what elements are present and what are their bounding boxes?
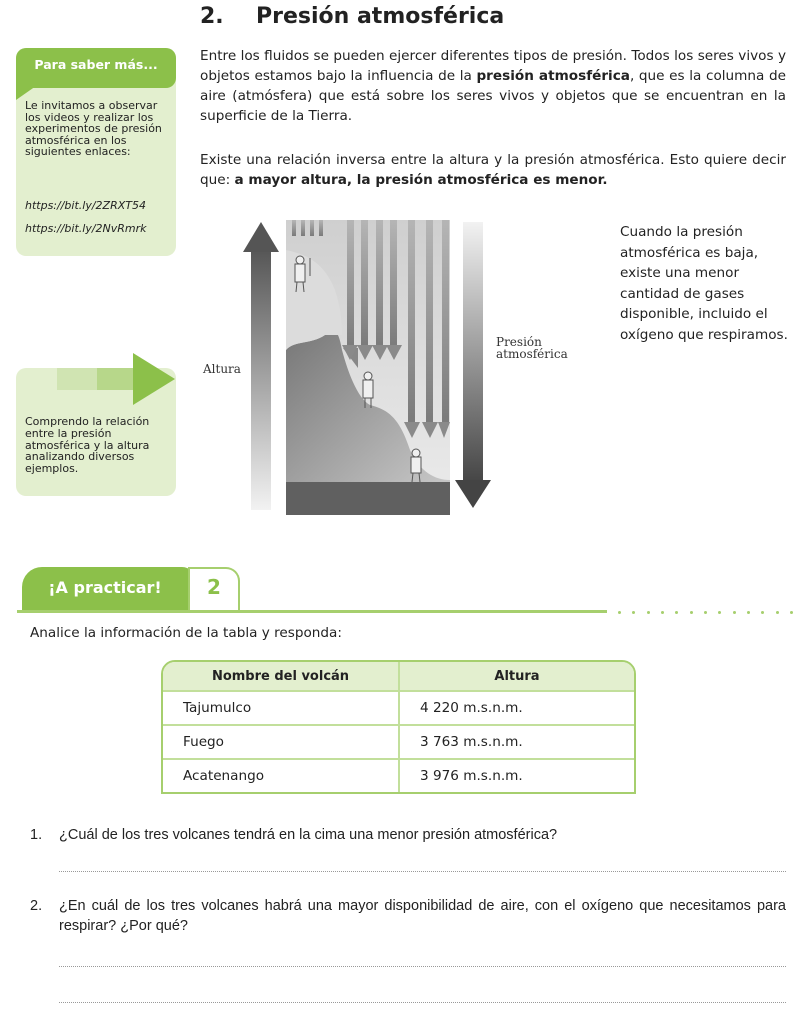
volcano-name: Acatenango (163, 760, 400, 792)
answer-line-2[interactable] (59, 966, 786, 967)
info-link-1[interactable]: https://bit.ly/2ZRXT54 (25, 199, 146, 212)
info-box-title: Para saber más... (34, 57, 158, 72)
paragraph-intro-text-1: Entre los fluidos se pueden ejercer diferentes tipos de presión. Todos los seres vivos y objetos estamos bajo la influencia de la (200, 48, 786, 84)
presion-label-line1: Presión (496, 335, 542, 349)
table-row (163, 690, 634, 724)
practice-dotted-divider (618, 611, 793, 614)
volcano-name: Tajumulco (163, 692, 400, 724)
practice-tab-number: 2 (207, 575, 221, 599)
paragraph-intro (200, 46, 786, 126)
altitude-arrow-up-icon (243, 222, 279, 510)
ground (286, 482, 450, 515)
section-title: Presión atmosférica (256, 4, 505, 29)
paragraph-relation-bold: a mayor altura, la presión atmosférica es menor. (234, 172, 608, 188)
question-1-number: 1. (30, 827, 43, 843)
objective-text: Comprendo la relación entre la presión atmosférica y la altura analizando diversos ejemplos. (25, 415, 150, 476)
header-volcano-name: Nombre del volcán (163, 662, 400, 690)
answer-line-1[interactable] (59, 871, 786, 872)
section-number: 2. (200, 4, 224, 29)
pressure-altitude-illustration (230, 210, 500, 515)
header-altura: Altura (494, 668, 540, 684)
info-box-text: Le invitamos a observar los videos y realizar los experimentos de presión atmosférica en los siguientes enlaces: (25, 99, 162, 159)
question-2-number: 2. (30, 898, 43, 914)
question-1-text: ¿Cuál de los tres volcanes tendrá en la cima una menor presión atmosférica? (59, 827, 558, 843)
paragraph-relation (200, 150, 786, 190)
practice-instruction: Analice la información de la tabla y responda: (30, 625, 342, 641)
objective-arrow-shaft-1 (57, 368, 97, 390)
side-note: Cuando la presión atmosférica es baja, existe una menor cantidad de gases disponible, incluido el oxígeno que respiramos. (620, 224, 788, 343)
altura-label: Altura (203, 362, 241, 376)
practice-divider (17, 610, 607, 613)
paragraph-intro-bold: presión atmosférica (476, 68, 630, 84)
practice-tab-label: ¡A practicar! (48, 578, 162, 597)
paragraph-relation-text: Existe una relación inversa entre la altura y la presión atmosférica. Esto quiere decir que: (200, 152, 786, 188)
question-1 (30, 825, 786, 845)
objective-arrow-icon (133, 353, 175, 405)
pressure-arrow-down-icon (455, 222, 491, 508)
volcano-name: Fuego (163, 726, 400, 758)
volcano-altura: 3 976 m.s.n.m. (420, 768, 523, 784)
volcano-altura: 4 220 m.s.n.m. (420, 700, 523, 716)
question-2-text: ¿En cuál de los tres volcanes habrá una mayor disponibilidad de aire, con el oxígeno que necesitamos para respirar? ¿Por qué? (59, 898, 786, 934)
section-heading (200, 4, 504, 29)
presion-label-line2: atmosférica (496, 347, 568, 361)
info-link-2[interactable]: https://bit.ly/2NvRmrk (25, 222, 147, 235)
paragraph-intro-text-2: , que es la columna de aire (atmósfera) que está sobre los seres vivos y objetos que se encuentran en la superficie de la Tierra. (200, 68, 786, 124)
objective-arrow-shaft-2 (97, 368, 137, 390)
table-row (163, 724, 634, 758)
answer-line-3[interactable] (59, 1002, 786, 1003)
table-row (163, 758, 634, 792)
volcano-altura: 3 763 m.s.n.m. (420, 734, 523, 750)
info-box-header-tail (16, 86, 36, 100)
volcano-table (161, 660, 636, 794)
table-header-row (163, 662, 634, 690)
